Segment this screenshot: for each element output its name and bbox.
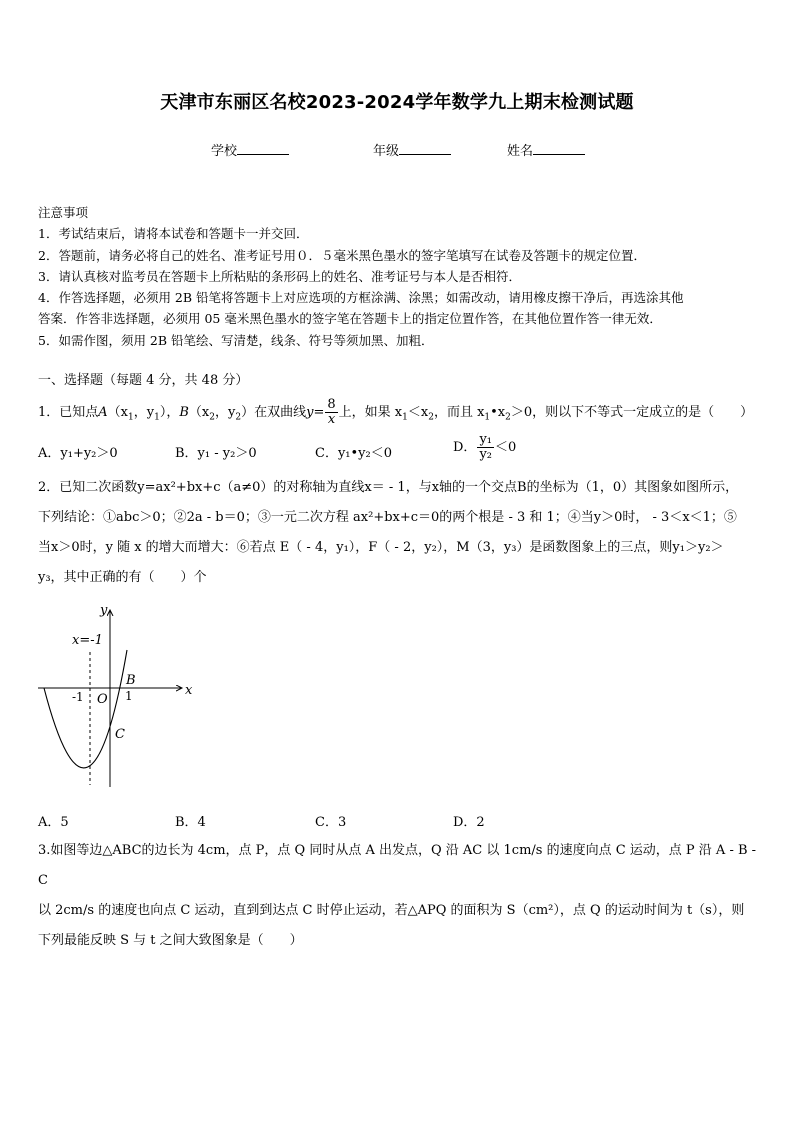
q3-line: 以 2cm/s 的速度也向点 C 运动，直到到达点 C 时停止运动，若△APQ 的面积为 S（cm²），点 Q 的运动时间为 t（s），则 (38, 903, 745, 918)
school-label: 学校 (211, 144, 238, 159)
q2-option-c[interactable]: C．3 (315, 815, 347, 830)
note-item: 3．请认真核对监考员在答题卡上所粘贴的条形码上的姓名、准考证号与本人是否相符． (38, 268, 521, 284)
q1-text: •x (490, 405, 506, 420)
q1-sub: 1 (484, 412, 491, 423)
q1-text: （x (107, 405, 129, 420)
name-label: 姓名 (507, 144, 534, 159)
q1-y: y (306, 405, 314, 420)
q1-option-d[interactable] (453, 433, 516, 462)
tick-minus-one: -1 (72, 690, 84, 704)
q2-option-b[interactable]: B．4 (175, 815, 206, 830)
q1-text: 上，如果 x (338, 405, 403, 420)
q2-line: 下列结论：①abc＞0；②2a - b＝0；③一元二次方程 ax²+bx+c＝0的两个根是 - 3 和 1；④当y＞0时， - 3＜x＜1；⑤ (38, 510, 737, 525)
note-item: 4．作答选择题，必须用 2B 铅笔将答题卡上对应选项的方框涂满、涂黑；如需改动，请用橡皮擦干净后，再选涂其他 (38, 290, 684, 306)
x-axis-label: x (185, 683, 193, 698)
note-item: 5．如需作图，须用 2B 铅笔绘、写清楚，线条、符号等须加黑、加粗． (38, 332, 434, 348)
q1-point-b: B (179, 405, 189, 420)
notes-heading: 注意事项 (38, 205, 89, 220)
section-heading: 一、选择题（每题 4 分，共 48 分） (38, 373, 249, 388)
q1-option-d-suffix: ＜0 (495, 440, 517, 455)
q1-option-d-den: y₂ (479, 447, 492, 462)
q1-sub: 2 (235, 412, 242, 423)
note-item: 答案．作答非选择题，必须用 05 毫米黑色墨水的签字笔在答题卡上的指定位置作答，在其他位置作答一律无效． (38, 311, 662, 327)
q1-text: （x (188, 405, 210, 420)
q2-line: y₃，其中正确的有（ ）个 (38, 570, 207, 585)
school-field (211, 140, 289, 159)
q1-text: ，y (215, 405, 236, 420)
page-title: 天津市东丽区名校2023-2024学年数学九上期末检测试题 (160, 92, 634, 113)
notes-section (38, 202, 684, 351)
q3-line: 3.如图等边△ABC的边长为 4cm，点 P，点 Q 同时从点 A 出发点，Q 沿 AC 以 1cm/s 的速度向点 C 运动，点 P 沿 A - B - C (38, 843, 757, 888)
point-b-label: B (126, 673, 136, 688)
q1-sub: 1 (402, 412, 408, 423)
q2-option-d[interactable]: D．2 (453, 815, 485, 830)
q1-option-d-num: y₁ (479, 432, 492, 447)
q1-text: ）在双曲线 (241, 405, 307, 420)
q1-sub: 2 (428, 412, 434, 423)
q1-option-d-fraction (477, 433, 494, 462)
grade-label: 年级 (373, 144, 400, 159)
grade-blank[interactable] (399, 142, 451, 155)
q1-option-c[interactable]: C．y₁•y₂＜0 (315, 446, 392, 461)
q1-text: ＞0，则以下不等式一定成立的是（ ） (510, 405, 754, 420)
parabola-graph (30, 600, 200, 795)
q1-frac-num: 8 (327, 397, 336, 412)
q3-line: 下列最能反映 S 与 t 之间大致图象是（ ） (38, 933, 303, 948)
q1-option-d-prefix: D． (453, 440, 477, 455)
origin-label: O (97, 692, 108, 707)
q1-sub: 2 (505, 412, 511, 423)
q2-line: 2．已知二次函数y=ax²+bx+c（a≠0）的对称轴为直线x＝ - 1，与x轴的一个交点B的坐标为（1，0）其图象如图所示， (38, 480, 739, 495)
q1-text: ）， (159, 405, 180, 420)
q1-fraction (325, 398, 337, 427)
question-3-stem (38, 836, 760, 956)
q1-option-b[interactable]: B．y₁ - y₂＞0 (175, 446, 257, 461)
note-item: 2．答题前，请务必将自己的姓名、准考证号用０．５毫米黑色墨水的签字笔填写在试卷及答题卡的规定位置． (38, 247, 646, 263)
q1-text: ，y (133, 405, 155, 420)
name-field (507, 140, 585, 159)
question-1-stem (38, 398, 753, 427)
q1-text: 1．已知点 (38, 405, 99, 420)
q2-option-a[interactable]: A．5 (38, 815, 69, 830)
question-2-stem (38, 473, 760, 593)
school-blank[interactable] (237, 142, 289, 155)
q2-line: 当x＞0时，y 随 x 的增大而增大：⑥若点 E（ - 4，y₁），F（ - 2，y₂），M（3，y₃）是函数图象上的三点，则y₁＞y₂＞ (38, 540, 724, 555)
q1-sub: 1 (128, 412, 134, 423)
q1-sub: 2 (209, 412, 215, 423)
q1-sub: 1 (154, 412, 160, 423)
point-c-label: C (115, 727, 125, 742)
note-item: 1．考试结束后，请将本试卷和答题卡一并交回． (38, 226, 309, 242)
q1-text: ，而且 x (433, 405, 485, 420)
symmetry-axis-label: x=-1 (72, 633, 103, 648)
q1-point-a: A (98, 405, 108, 420)
parabola-curve (44, 650, 127, 768)
name-blank[interactable] (533, 142, 585, 155)
q1-option-a[interactable]: A．y₁+y₂＞0 (38, 446, 118, 461)
y-axis-label: y (100, 603, 108, 618)
grade-field (373, 140, 451, 159)
q1-text: ＜x (407, 405, 429, 420)
q1-frac-den: x (327, 412, 336, 427)
tick-one: 1 (125, 689, 133, 703)
q1-eq: = (313, 405, 325, 420)
